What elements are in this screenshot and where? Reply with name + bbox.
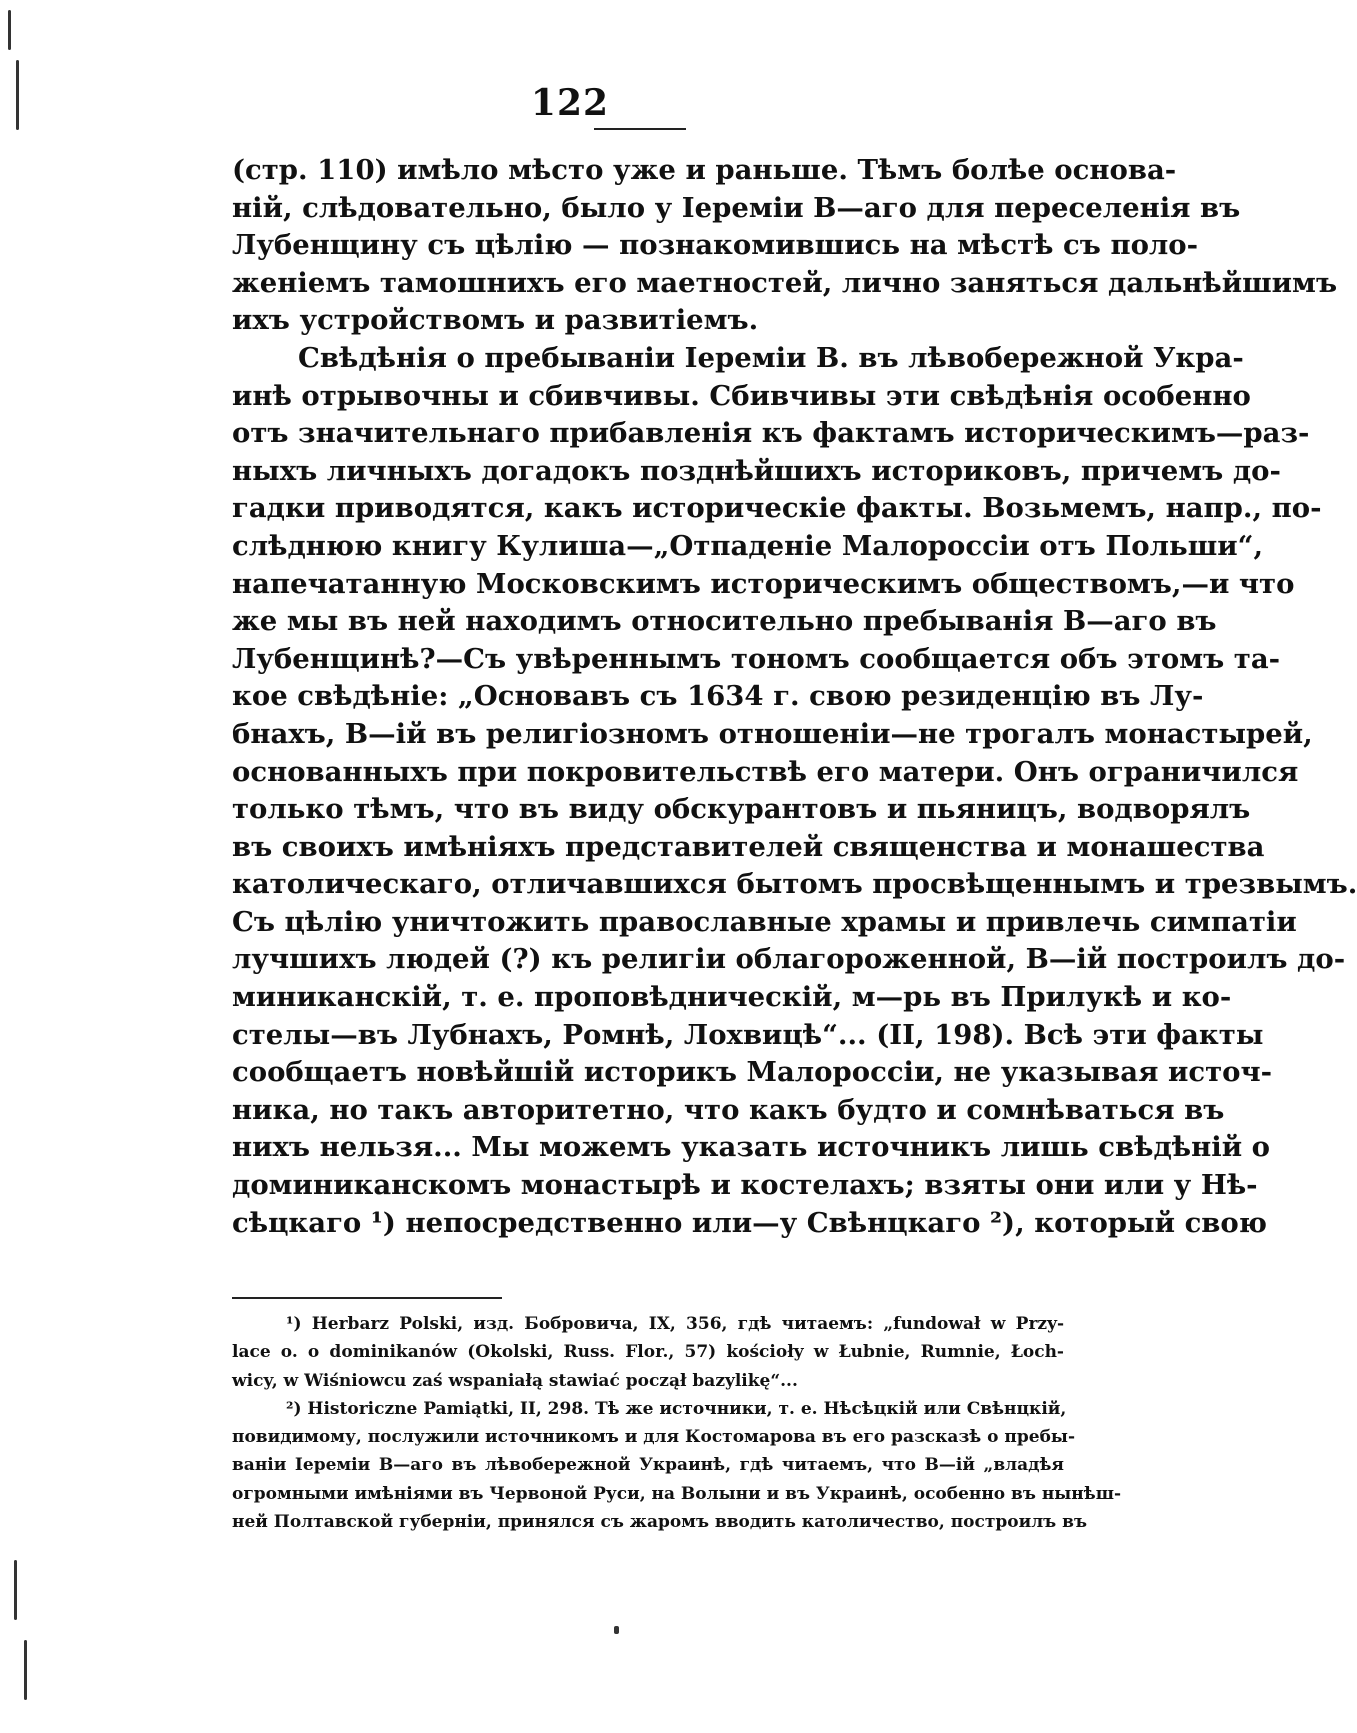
body-line: ихъ устройствомъ и развитіемъ. — [232, 304, 759, 337]
page-number-underline — [594, 128, 686, 130]
body-line: сообщаетъ новѣйшій историкъ Малороссіи, не указывая источ- — [232, 1056, 1273, 1089]
body-line: миниканскій, т. е. проповѣдническій, м—рь въ Прилукѣ и ко- — [232, 981, 1232, 1014]
body-line: ника, но такъ авторитетно, что какъ будто и сомнѣваться въ — [232, 1093, 1225, 1126]
body-line: Лубенщинѣ?—Съ увѣреннымъ тономъ сообщается объ этомъ та- — [232, 642, 1281, 675]
body-line: только тѣмъ, что въ виду обскурантовъ и пьяницъ, водворялъ — [232, 793, 1251, 826]
body-line: лучшихъ людей (?) къ религіи облагороженной, В—ій построилъ до- — [232, 943, 1346, 976]
body-line: (стр. 110) имѣло мѣсто уже и раньше. Тѣмъ болѣе основа- — [232, 154, 1177, 186]
scan-speck — [24, 1640, 27, 1700]
scan-speck — [16, 60, 19, 130]
body-line: Лубенщину съ цѣлію — познакомившись на мѣстѣ съ поло- — [232, 229, 1199, 262]
footnote-line: lace o. o dominikanów (Okolski, Russ. Flor., 57) kościoły w Łubnie, Rumnie, Łoch- — [232, 1342, 1064, 1363]
body-line: бнахъ, В—ій въ религіозномъ отношеніи—не трогалъ монастырей, — [232, 717, 1313, 750]
body-line: въ своихъ имѣніяхъ представителей священства и монашества — [232, 830, 1265, 863]
body-line: женіемъ тамошнихъ его маетностей, лично заняться дальнѣйшимъ — [232, 266, 1338, 299]
body-line: слѣднюю книгу Кулиша—„Отпаденіе Малороссіи отъ Польши“, — [232, 529, 1264, 562]
body-line: основанныхъ при покровительствѣ его матери. Онъ ограничился — [232, 755, 1299, 788]
scan-speck — [8, 10, 11, 50]
footnote-line: wicy, w Wiśniowcu zaś wspaniałą stawiać począł bazylikę“... — [232, 1370, 798, 1391]
body-line: католическаго, отличавшихся бытомъ просвѣщеннымъ и трезвымъ. — [232, 868, 1357, 901]
body-line: стелы—въ Лубнахъ, Ромнѣ, Лохвицѣ“... (II, 198). Всѣ эти факты — [232, 1018, 1264, 1051]
body-line: Съ цѣлію уничтожить православные храмы и привлечь симпатіи — [232, 905, 1297, 938]
body-line: ныхъ личныхъ догадокъ позднѣйшихъ историковъ, причемъ до- — [232, 454, 1281, 487]
body-text — [232, 152, 1357, 1242]
body-line: ній, слѣдовательно, было у Іереміи В—аго для переселенія въ — [232, 191, 1241, 224]
body-line: гадки приводятся, какъ историческіе факты. Возьмемъ, напр., по- — [232, 492, 1322, 525]
footnote-line: ¹) Herbarz Polski, изд. Бобровича, IX, 356, гдѣ читаемъ: „fundował w Przy- — [286, 1314, 1064, 1334]
footnote-line: ²) Historiczne Pamiątki, II, 298. Тѣ же источники, т. е. Нѣсѣцкій или Свѣнцкій, — [286, 1398, 1067, 1419]
body-line: нихъ нельзя... Мы можемъ указать источникъ лишь свѣдѣній о — [232, 1131, 1271, 1164]
footnote-line: ваніи Іереміи В—аго въ лѣвобережной Украинѣ, гдѣ читаемъ, что В—ій „владѣя — [232, 1455, 1064, 1476]
scan-speck — [614, 1626, 619, 1634]
footnote-line: ней Полтавской губерніи, принялся съ жаромъ вводить католичество, построилъ въ — [232, 1512, 1087, 1533]
body-line: кое свѣдѣніе: „Основавъ съ 1634 г. свою резиденцію въ Лу- — [232, 680, 1204, 713]
body-line: же мы въ ней находимъ относительно пребыванія В—аго въ — [232, 605, 1217, 638]
body-line: инѣ отрывочны и сбивчивы. Сбивчивы эти свѣдѣнія особенно — [232, 379, 1251, 412]
body-line: отъ значительнаго прибавленія къ фактамъ историческимъ—раз- — [232, 417, 1310, 450]
body-line: Свѣдѣнія о пребываніи Іереміи В. въ лѣвобережной Укра- — [298, 341, 1244, 374]
footnote-separator — [232, 1297, 502, 1299]
page-number: 122 — [530, 82, 610, 124]
body-line: доминиканскомъ монастырѣ и костелахъ; взяты они или у Нѣ- — [232, 1169, 1258, 1202]
body-line: сѣцкаго ¹) непосредственно или—у Свѣнцкаго ²), который свою — [232, 1206, 1267, 1239]
footnote-line: повидимому, послужили источникомъ и для Костомарова въ его разсказѣ о пребы- — [232, 1427, 1076, 1448]
scan-speck — [14, 1560, 17, 1620]
footnotes — [232, 1310, 1122, 1536]
body-line: напечатанную Московскимъ историческимъ обществомъ,—и что — [232, 567, 1295, 600]
footnote-line: огромными имѣніями въ Червоной Руси, на Волыни и въ Украинѣ, особенно въ нынѣш- — [232, 1483, 1122, 1504]
